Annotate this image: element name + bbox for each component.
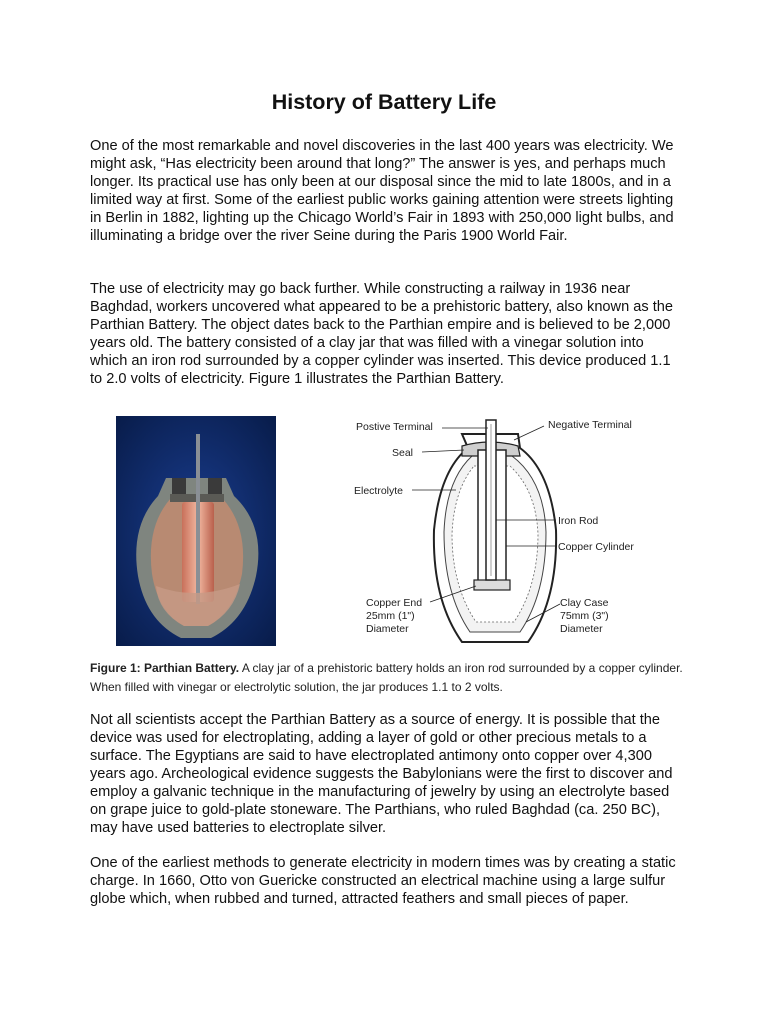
label-copper-end: Copper End [366,597,423,609]
label-copper-end-size: 25mm (1") [366,610,415,622]
label-clay-case: Clay Case [560,597,609,609]
paragraph-intro: One of the most remarkable and novel discoveries in the last 400 years was electricity. We might ask, “Has electricity been around that long?” The answer is yes, and perhaps much longer. Its practical use has only been at our disposal since the mid to late 1800s, and in a limited way at first. Some of the earliest public works gaining attention were streets lighting in Berlin in 1882, lighting up the Chicago World’s Fair in 1893 with 250,000 light bulbs, and illuminating a bridge over the river Seine during the Paris 1900 World Fair. [90,138,674,244]
label-electrolyte: Electrolyte [354,485,404,497]
label-seal: Seal [392,447,414,459]
label-clay-case-diameter: Diameter [560,623,603,635]
label-copper-cylinder: Copper Cylinder [558,541,634,553]
paragraph-parthian: The use of electricity may go back further. While constructing a railway in 1936 near Baghdad, workers uncovered what appeared to be a prehistoric battery, also known as the Parthian Battery. The object dates back to the Parthian empire and is believed to be 2,000 years old. The battery consisted of a clay jar that was filled with a vinegar solution into which an iron rod surrounded by a copper cylinder was inserted. This device produced 1.1 to 2.0 volts of electricity. Figure 1 illustrates the Parthian Battery. [90,281,674,387]
caption-text: A clay jar of a prehistoric battery holds an iron rod surrounded by a copper cylinder. When filled with vinegar or electrolytic solution, the jar produces 1.1 to 2 volts. [90,661,683,694]
label-clay-case-size: 75mm (3") [560,610,609,622]
paragraph-static-charge: One of the earliest methods to generate electricity in modern times was by creating a static charge. In 1660, Otto von Guericke constructed an electrical machine using a large sulfur globe which, when rubbed and turned, attracted feathers and small pieces of paper. [90,855,676,907]
parthian-battery-diagram [350,410,660,650]
parthian-battery-photo [116,416,276,646]
label-positive-terminal: Postive Terminal [356,421,433,433]
label-copper-end-diameter: Diameter [366,623,409,635]
page-title: History of Battery Life [271,90,497,114]
caption-title: Figure 1: Parthian Battery. [90,661,240,675]
label-iron-rod: Iron Rod [558,515,599,527]
paragraph-skeptics: Not all scientists accept the Parthian Battery as a source of energy. It is possible that the device was used for electroplating, adding a layer of gold or other precious metals to a surface. The Egyptians are said to have electroplated antimony onto copper over 4,300 years ago. Archeological evidence suggests the Babylonians were the first to discover and employ a galvanic technique in the manufacturing of jewelry by using an electrolyte based on grape juice to gold-plate stoneware. The Parthians, who ruled Baghdad (ca. 250 BC), may have used batteries to electroplate silver. [90,712,673,836]
label-negative-terminal: Negative Terminal [548,419,632,431]
figure-caption [90,659,690,696]
